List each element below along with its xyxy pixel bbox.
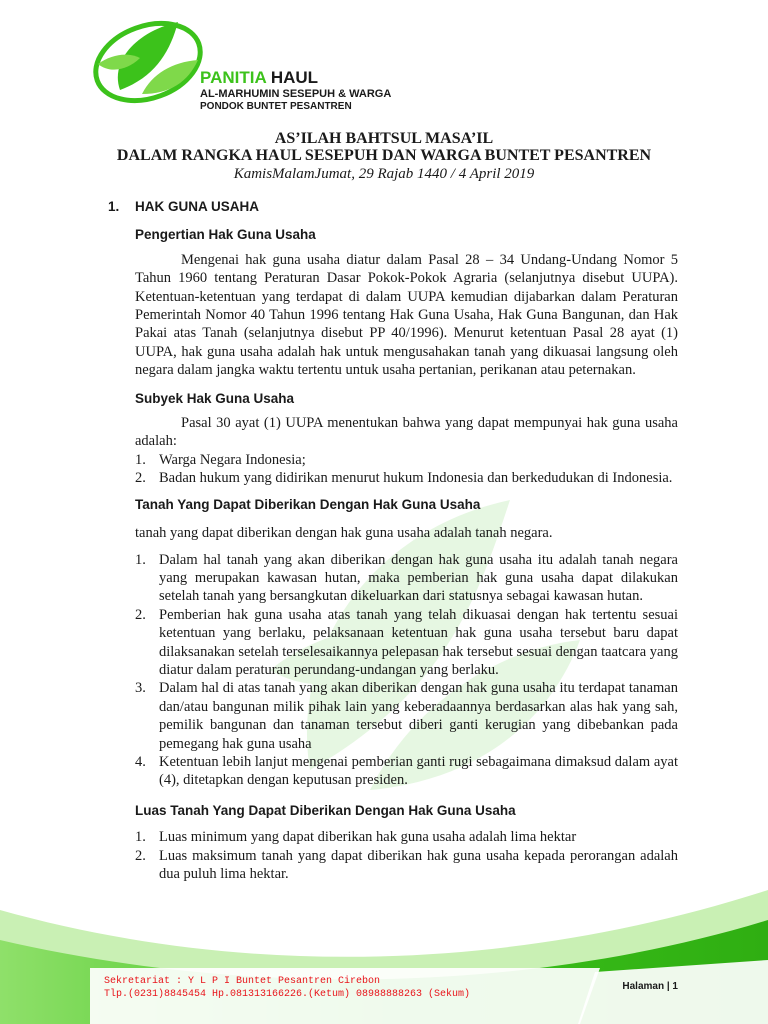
section-title: HAK GUNA USAHA	[135, 199, 259, 214]
subheading-subyek: Subyek Hak Guna Usaha	[135, 390, 295, 406]
section-number: 1.	[108, 199, 120, 214]
subheading-luas: Luas Tanah Yang Dapat Diberikan Dengan Hak Guna Usaha	[135, 802, 516, 818]
brand-title-haul: HAUL	[270, 68, 319, 87]
brand-title-panitia: PANITIA	[200, 68, 267, 87]
subheading-pengertian: Pengertian Hak Guna Usaha	[135, 227, 316, 243]
paragraph-subyek: Pasal 30 ayat (1) UUPA menentukan bahwa yang dapat mempunyai hak guna usaha adalah:	[135, 415, 678, 450]
paragraph-pengertian: Mengenai hak guna usaha diatur dalam Pasal 28 – 34 Undang-Undang Nomor 5 Tahun 1960 tentang Peraturan Dasar Pokok-Pokok Agraria (selanjutnya disebut UUPA). Ketentuan-ketentuan yang terdapat di dalam UUPA kemudian dijabarkan dalam Peraturan Pemerintah Nomor 40 Tahun 1996 tentang Hak Guna Usaha, Hak Guna Bangunan, dan Hak Pakai atas Tanah (selanjutnya disebut PP 40/1996). Menurut ketentuan Pasal 28 ayat (1) UUPA, hak guna usaha adalah hak untuk mengusahakan tanah yang dikuasai langsung oleh negara dalam jangka waktu tertentu untuk usaha pertanian, perikanan atau peternakan.	[135, 251, 678, 379]
footer-phone: Tlp.(0231)8845454 Hp.081313166226.(Ketum) 08988888263 (Sekum)	[104, 989, 471, 1000]
section-heading	[108, 198, 678, 216]
list-item: 2. Pemberian hak guna usaha atas tanah yang telah dikuasai dengan hak tertentu sesuai ketentuan yang berlaku, pelaksanaan ketentuan hak guna usaha tersebut baru dapat dilaksanakan setelah terselesaikannya pelepasan hak tersebut sesuai dengan taatcara yang diatur dalam peraturan perundang-undangan yang berlaku.	[135, 606, 678, 678]
document-subtitle: DALAM RANGKA HAUL SESEPUH DAN WARGA BUNTET PESANTREN	[116, 147, 652, 164]
organizer-brand	[200, 68, 391, 109]
list-item: 1. Dalam hal tanah yang akan diberikan dengan hak guna usaha itu adalah tanah negara yang merupakan kawasan hutan, maka pemberian hak guna usaha dapat dilakukan setelah tanah yang bersangkutan dikeluarkan dari statusnya sebagai kawasan hutan.	[135, 551, 678, 605]
document-date: KamisMalamJumat, 29 Rajab 1440 / 4 April 2019	[233, 166, 535, 182]
list-subyek	[0, 451, 678, 488]
list-item: 4. Ketentuan lebih lanjut mengenai pemberian ganti rugi sebagaimana dimaksud dalam ayat (4), ditetapkan dengan keputusan presiden.	[135, 753, 678, 789]
list-item: 1. Luas minimum yang dapat diberikan hak guna usaha adalah lima hektar	[135, 829, 577, 846]
list-item: 3. Dalam hal di atas tanah yang akan diberikan dengan hak guna usaha itu terdapat tanaman dan/atau bangunan milik pihak lain yang keberadaannya berdasarkan alas hak yang sah, pemilik bangunan dan tanaman tersebut diberi ganti kerugian yang dibebankan pada pemegang hak guna usaha	[135, 680, 678, 752]
document-body	[108, 198, 678, 883]
page-number: Halaman | 1	[622, 981, 678, 992]
list-item: 1. Warga Negara Indonesia;	[135, 451, 306, 468]
paragraph-tanah: tanah yang dapat diberikan dengan hak guna usaha adalah tanah negara.	[135, 525, 553, 542]
haul-logo-icon	[80, 12, 208, 110]
list-item: 2. Badan hukum yang didirikan menurut hukum Indonesia dan berkedudukan di Indonesia.	[135, 470, 673, 487]
brand-title	[200, 68, 391, 88]
brand-subtitle-2: PONDOK BUNTET PESANTREN	[200, 101, 352, 109]
subheading-tanah: Tanah Yang Dapat Diberikan Dengan Hak Guna Usaha	[135, 496, 481, 512]
brand-subtitle: AL-MARHUMIN SESEPUH & WARGA	[200, 88, 392, 100]
footer-contact	[104, 975, 470, 1001]
list-tanah	[135, 551, 678, 790]
list-item: 2. Luas maksimum tanah yang dapat diberikan hak guna usaha kepada perorangan adalah dua puluh lima hektar.	[135, 847, 678, 882]
footer-secretariat: Sekretariat : Y L P I Buntet Pesantren Cirebon	[104, 976, 381, 987]
document-title: AS’ILAH BAHTSUL MASA’IL	[274, 130, 494, 147]
